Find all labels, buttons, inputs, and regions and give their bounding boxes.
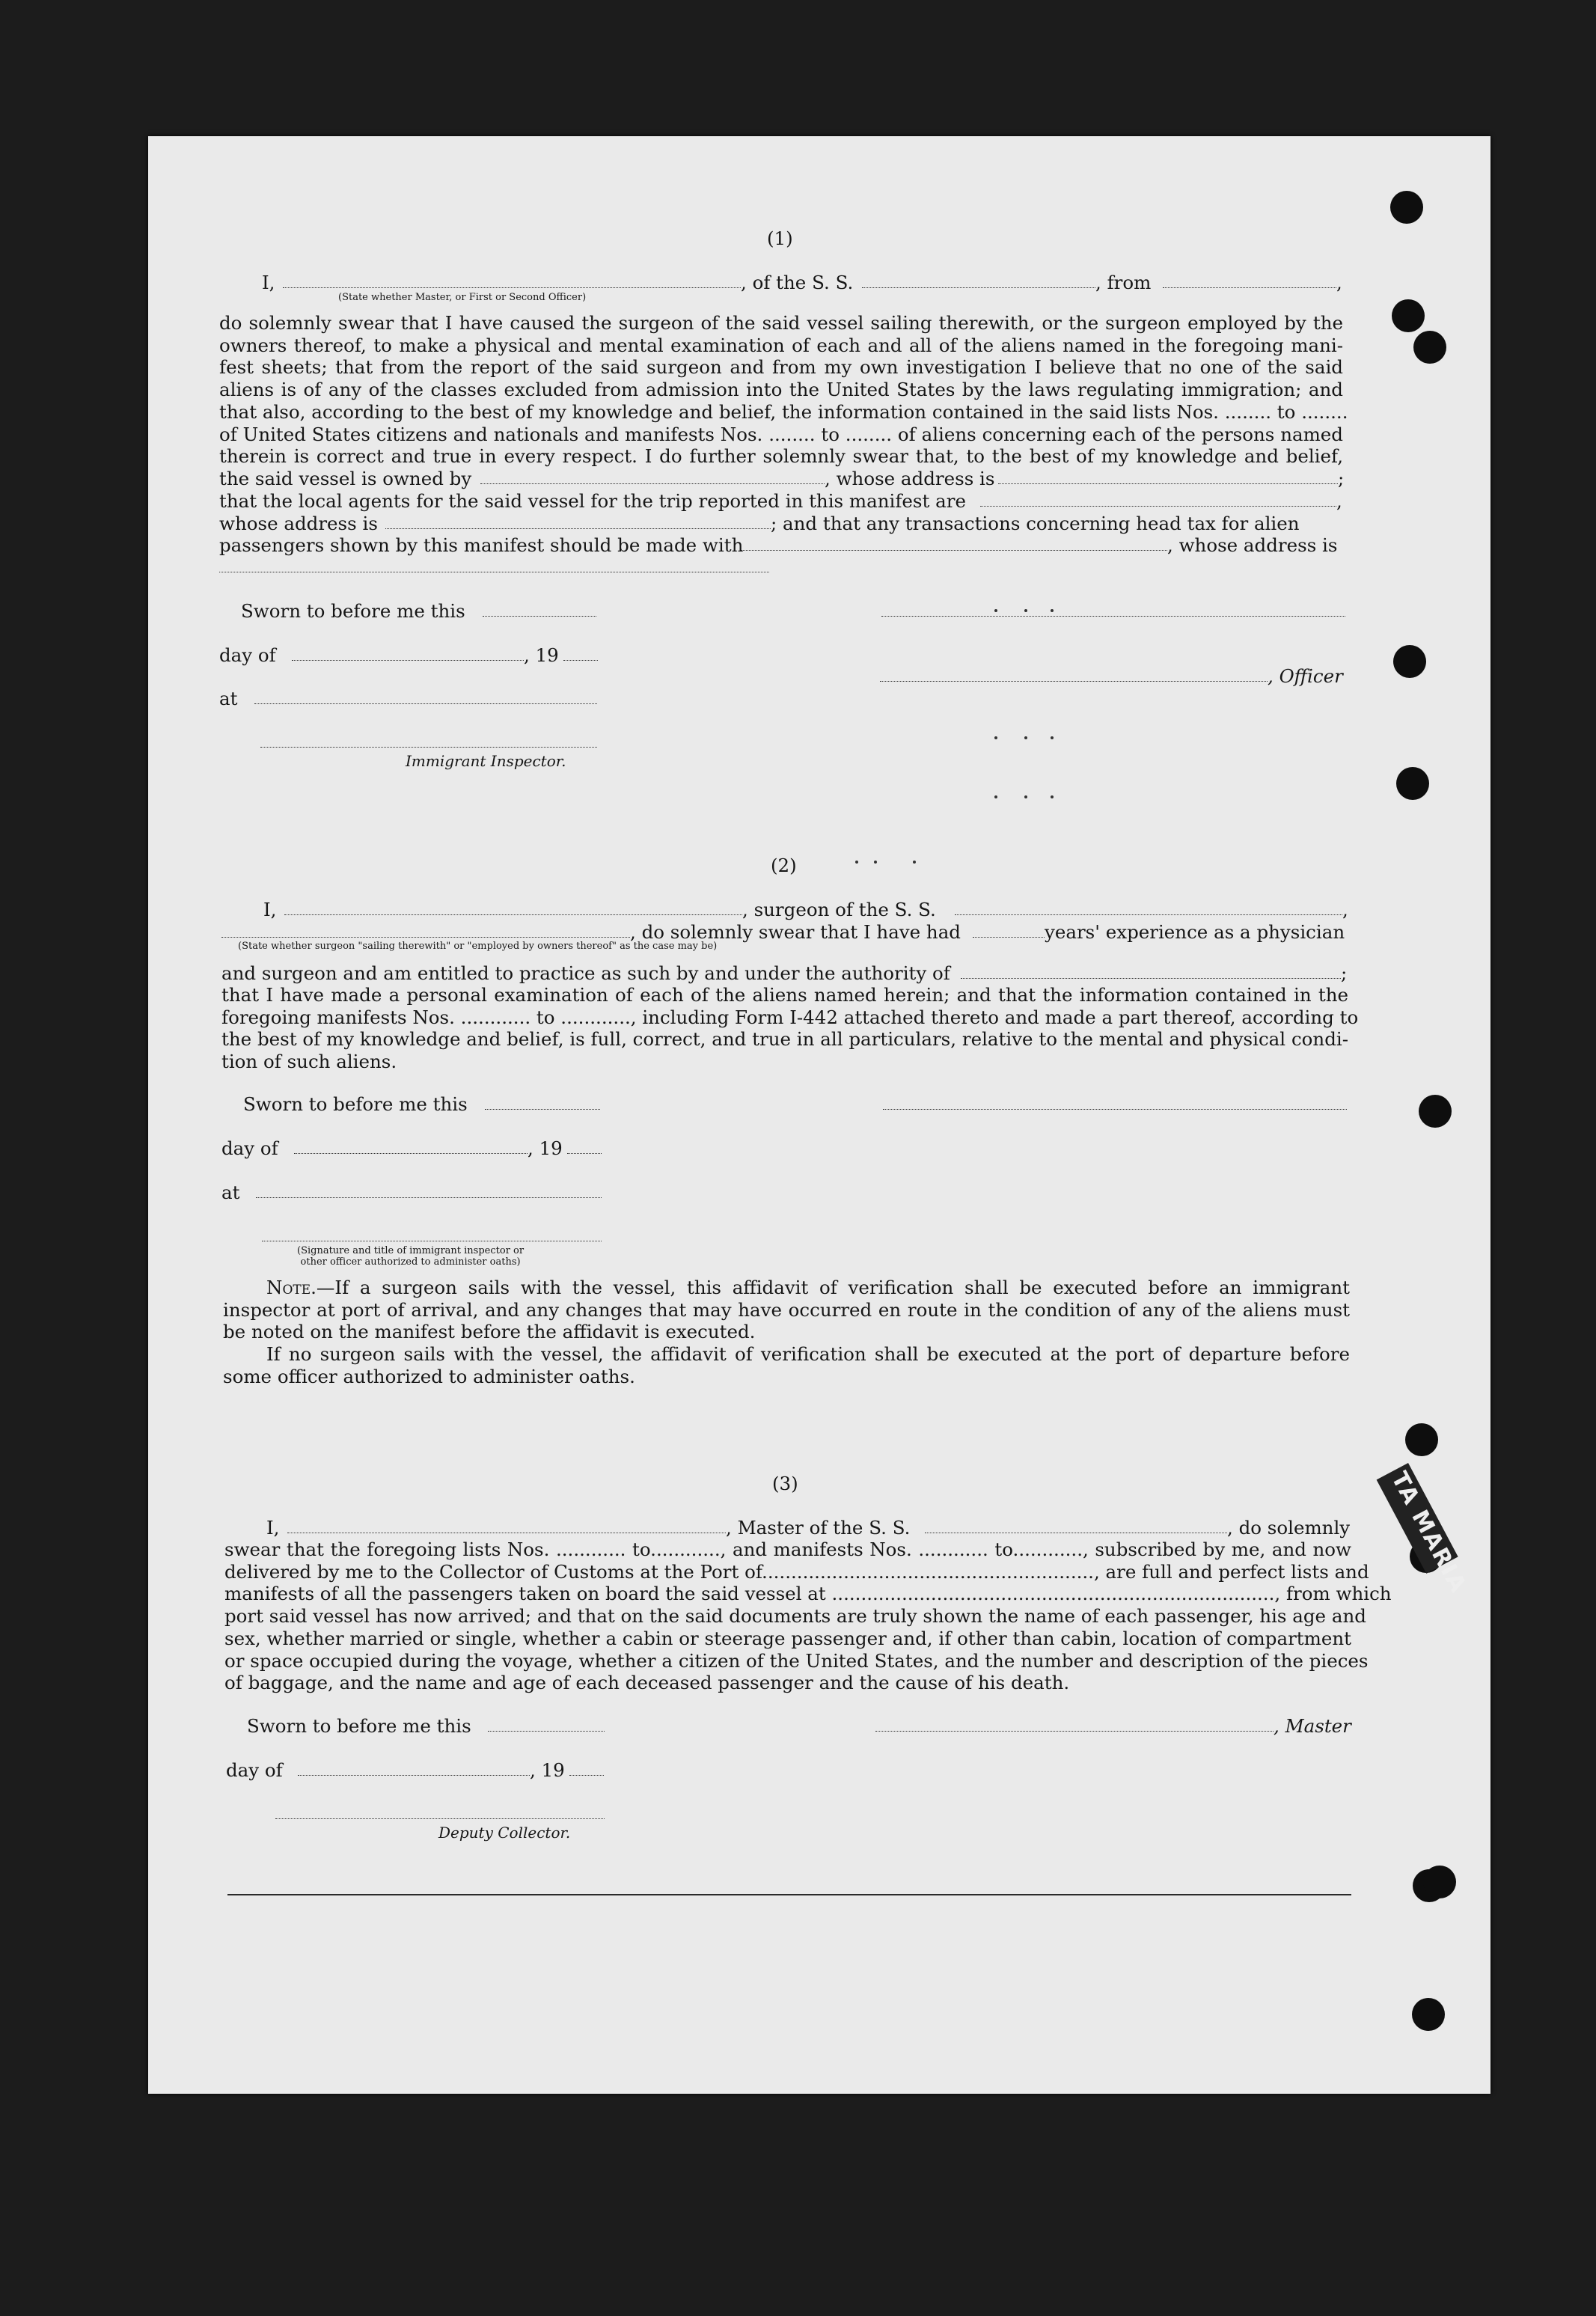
owner-field[interactable]: [480, 483, 825, 484]
sworn-label: Sworn to before me this: [247, 1715, 471, 1737]
speck: [874, 861, 877, 864]
collector-signature-field[interactable]: [275, 1818, 605, 1819]
note-line: some officer authorized to administer oaths.: [223, 1365, 635, 1387]
passengers-text: passengers shown by this manifest should be made with: [219, 534, 744, 556]
whose-address-label: , whose address is: [1167, 534, 1338, 556]
signature-field[interactable]: [881, 616, 1345, 617]
line-i: I,: [263, 899, 277, 920]
speck: [994, 736, 997, 739]
speck: [1024, 795, 1027, 798]
month-field[interactable]: [292, 660, 524, 661]
punch-hole: [1396, 767, 1429, 800]
whose-address-label: , whose address is: [825, 468, 995, 489]
head-tax-agent-field[interactable]: [741, 550, 1167, 551]
note-line: inspector at port of arrival, and any changes that may have occurred en route in the condition of any of the aliens must: [223, 1298, 1350, 1321]
punch-hole: [1392, 299, 1425, 332]
signature-caption-line: (Signature and title of immigrant inspector or: [297, 1245, 525, 1256]
master-of-label: , Master of the S. S.: [726, 1517, 911, 1539]
speck: [994, 609, 997, 612]
punch-hole: [1390, 191, 1423, 224]
surgeon-signature-field[interactable]: [883, 1109, 1347, 1110]
body-line: do solemnly swear that I have caused the surgeon of the said vessel sailing therewith, or the surgeon employed by the: [219, 312, 1343, 334]
at-label: at: [221, 1182, 240, 1203]
surgeon-status-field[interactable]: [221, 937, 630, 938]
whose-address-label: whose address is: [219, 513, 378, 534]
semicolon: ;: [1338, 468, 1345, 489]
note-line: If no surgeon sails with the vessel, the affidavit of verification shall be executed at the port of departure before: [266, 1343, 1350, 1366]
note-paragraph: [223, 1277, 1350, 1388]
punch-hole: [1405, 1423, 1438, 1456]
body-line: delivered by me to the Collector of Customs at the Port of........................................................., are full and perfect lists and: [224, 1560, 1369, 1583]
section-2-body: [221, 984, 1359, 1073]
year-field[interactable]: [569, 1775, 604, 1776]
officer-text: , Officer: [1268, 665, 1343, 687]
sworn-label: Sworn to before me this: [241, 600, 465, 622]
section-3-body: [224, 1539, 1392, 1694]
master-signature-field[interactable]: [875, 1731, 1274, 1732]
comma: ,: [1336, 272, 1342, 293]
edge-stamp: TA MARIA: [1377, 1463, 1458, 1574]
speck: [994, 795, 997, 798]
surgeon-caption: (State whether surgeon "sailing therewith" or "employed by owners thereof" as the case may be): [238, 941, 718, 952]
body-line: aliens is of any of the classes excluded from admission into the United States by the laws regulating immigration; and: [219, 379, 1343, 401]
speck: [1051, 609, 1054, 612]
speck: [913, 861, 916, 864]
body-line: foregoing manifests Nos. ............ to ............, including Form I-442 attached thereto and made a part thereof, according to: [221, 1006, 1359, 1028]
punch-hole: [1419, 1095, 1452, 1128]
body-line: therein is correct and true in every respect. I do further solemnly swear that, to the best of my knowledge and belief,: [219, 445, 1343, 468]
surgeon-name-field[interactable]: [284, 914, 742, 915]
body-line: of baggage, and the name and age of each deceased passenger and the cause of his death.: [224, 1672, 1070, 1694]
speck: [855, 861, 858, 864]
ship-name-field[interactable]: [955, 914, 1342, 915]
officer-signature-field[interactable]: [880, 681, 1268, 682]
punch-hole: [1413, 331, 1446, 364]
note-text: —If a surgeon sails with the vessel, this affidavit of verification shall be executed before an immigrant: [316, 1277, 1350, 1298]
year-field[interactable]: [563, 660, 598, 661]
inspector-caption: Immigrant Inspector.: [406, 752, 566, 770]
place-field[interactable]: [256, 1197, 602, 1198]
officer-title-field[interactable]: [283, 287, 741, 288]
signature-caption-line: other officer authorized to administer oaths): [300, 1256, 521, 1268]
from-port-field[interactable]: [1163, 287, 1336, 288]
place-field[interactable]: [254, 703, 597, 704]
body-line: that also, according to the best of my knowledge and belief, the information contained in the said lists Nos. ........ to ........: [219, 400, 1348, 423]
note-label: Note.: [266, 1277, 317, 1298]
officer-caption: (State whether Master, or First or Second Officer): [338, 292, 587, 303]
years-field[interactable]: [973, 937, 1045, 938]
swear-text: , do solemnly swear that I have had: [630, 921, 961, 943]
authority-text: and surgeon and am entitled to practice as such by and under the authority of: [221, 962, 950, 984]
local-agents-label: that the local agents for the said vessel for the trip reported in this manifest are: [219, 490, 966, 512]
at-label: at: [219, 688, 238, 709]
signature-caption: [297, 1245, 524, 1268]
officer-label: [1268, 665, 1343, 688]
body-line: fest sheets; that from the report of the said surgeon and from my own investigation I believe that no one of the said: [219, 356, 1343, 379]
local-agents-field[interactable]: [980, 506, 1336, 507]
body-line: of United States citizens and nationals and manifests Nos. ........ to ........ of aliens concerning each of the persons named: [219, 423, 1343, 445]
sworn-date-field[interactable]: [485, 1109, 600, 1110]
owner-address-field[interactable]: [998, 483, 1338, 484]
comma: ,: [1336, 490, 1342, 512]
body-line: manifests of all the passengers taken on board the said vessel at ............................................................................, from which: [224, 1583, 1392, 1605]
agents-address-field[interactable]: [385, 528, 771, 529]
section-2-number: (2): [771, 855, 797, 876]
years-text: years' experience as a physician: [1045, 921, 1345, 943]
from-label: , from: [1095, 272, 1152, 293]
head-tax-text: ; and that any transactions concerning head tax for alien: [771, 513, 1300, 534]
semicolon: ;: [1341, 962, 1348, 984]
punch-hole: [1412, 1998, 1445, 2031]
speck: [1051, 736, 1054, 739]
punch-hole: [1423, 1866, 1456, 1898]
speck: [1051, 795, 1054, 798]
owned-by-label: the said vessel is owned by: [219, 468, 472, 489]
note-line: [223, 1277, 1350, 1299]
surgeon-of-label: , surgeon of the S. S.: [742, 899, 936, 920]
ship-name-field[interactable]: [862, 287, 1095, 288]
body-line: owners thereof, to make a physical and mental examination of each and all of the aliens named in the foregoing mani-: [219, 334, 1343, 356]
sworn-date-field[interactable]: [488, 1731, 605, 1732]
note-line: be noted on the manifest before the affidavit is executed.: [223, 1321, 756, 1343]
do-solemnly-text: , do solemnly: [1227, 1517, 1351, 1539]
sworn-label: Sworn to before me this: [243, 1093, 468, 1115]
body-line: the best of my knowledge and belief, is full, correct, and true in all particulars, relative to the mental and physical condi-: [221, 1028, 1348, 1051]
speck: [1024, 736, 1027, 739]
sworn-date-field[interactable]: [483, 616, 596, 617]
body-line: tion of such aliens.: [221, 1051, 397, 1073]
bottom-rule: [227, 1894, 1351, 1895]
year-label: , 19: [530, 1759, 565, 1781]
month-field[interactable]: [298, 1775, 530, 1776]
body-line: or space occupied during the voyage, whether a citizen of the United States, and the number and description of the pieces: [224, 1649, 1369, 1672]
inspector-signature-field[interactable]: [260, 747, 597, 748]
body-line: sex, whether married or single, whether a cabin or steerage passenger and, if other than cabin, location of compartment: [224, 1627, 1351, 1649]
authority-field[interactable]: [961, 978, 1341, 979]
section-1-body: [219, 312, 1348, 468]
month-field[interactable]: [294, 1153, 528, 1154]
day-of-label: day of: [221, 1137, 278, 1159]
body-line: that I have made a personal examination of each of the aliens named herein; and that the information contained in the: [221, 984, 1348, 1006]
body-line: port said vessel has now arrived; and that on the said documents are truly shown the name of each passenger, his age and: [224, 1605, 1366, 1628]
master-label: , Master: [1274, 1715, 1351, 1737]
section-1-number: (1): [767, 227, 793, 249]
section-3-number: (3): [772, 1473, 798, 1494]
body-line: swear that the foregoing lists Nos. ............ to............, and manifests Nos. ............ to............, subscribed by me, and now: [224, 1539, 1351, 1560]
day-of-label: day of: [219, 644, 276, 666]
of-ss-label: , of the S. S.: [741, 272, 854, 293]
line-i: I,: [262, 272, 275, 293]
year-label: , 19: [524, 644, 559, 666]
year-field[interactable]: [567, 1153, 602, 1154]
year-label: , 19: [528, 1137, 563, 1159]
line-i: I,: [266, 1517, 280, 1539]
day-of-label: day of: [226, 1759, 283, 1781]
collector-caption: Deputy Collector.: [438, 1824, 571, 1842]
speck: [1024, 609, 1027, 612]
comma: ,: [1342, 899, 1348, 920]
punch-hole: [1393, 645, 1426, 678]
